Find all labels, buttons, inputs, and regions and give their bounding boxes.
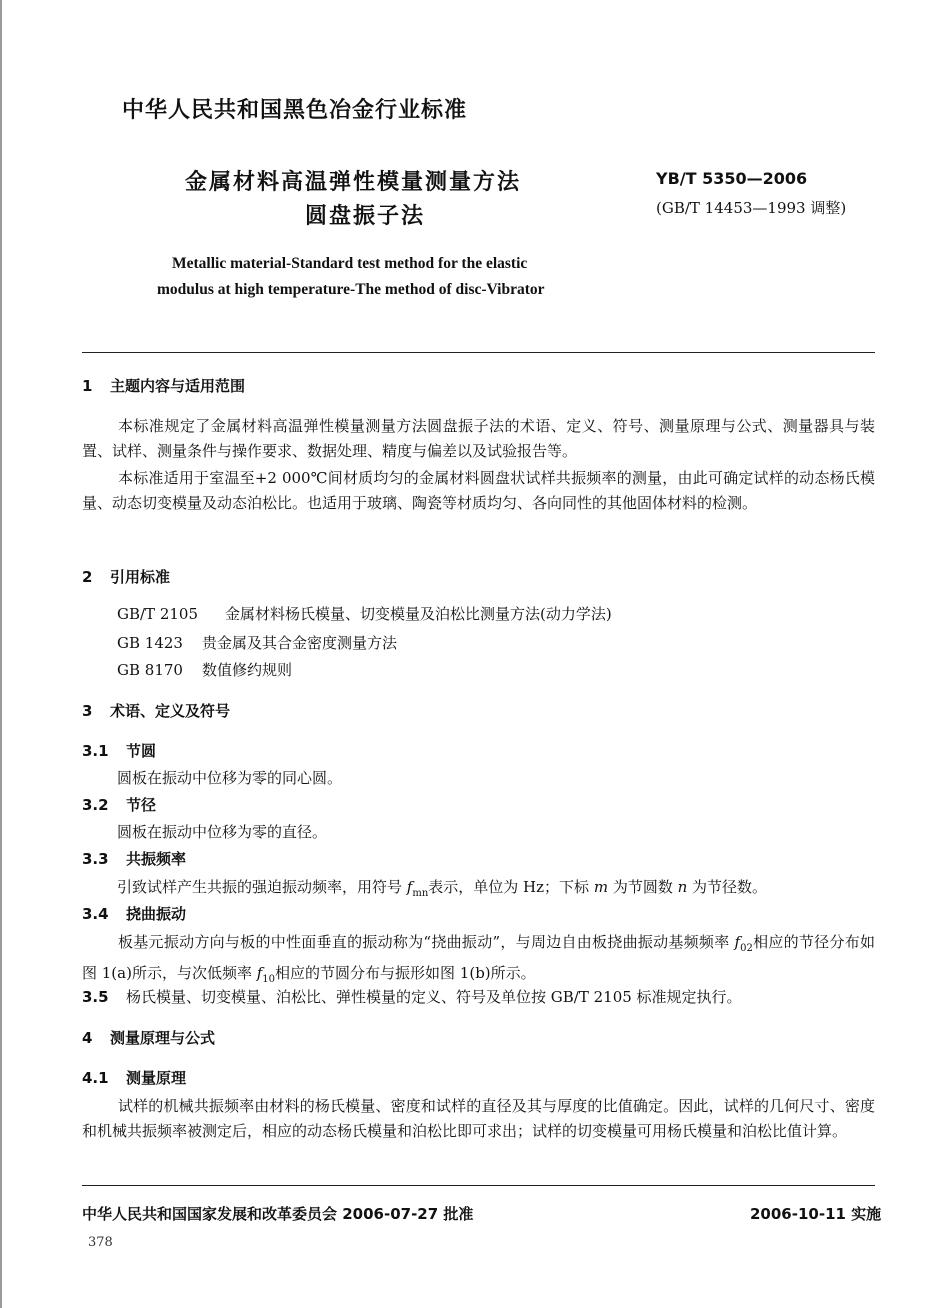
reference-code: GB 1423 (117, 634, 183, 652)
footer-divider (82, 1185, 875, 1186)
english-title-line2: modulus at high temperature-The method of disc-Vibrator (157, 281, 545, 298)
approval-line: 中华人民共和国国家发展和改革委员会 2006-07-27 批准 (82, 1205, 474, 1223)
section-number: 2 (82, 568, 93, 586)
symbol-f: f (406, 878, 413, 896)
subsection-number: 3.1 (82, 742, 109, 760)
subscript-mn: mn (412, 888, 429, 899)
subsection-3-3-heading (82, 848, 186, 869)
subsection-title: 共振频率 (126, 850, 187, 868)
symbol-n: n (677, 878, 688, 896)
section-number: 3 (82, 702, 93, 720)
standard-note: (GB/T 14453—1993 调整) (656, 199, 847, 217)
section-title: 术语、定义及符号 (110, 702, 231, 720)
text-run: 为节圆数 (608, 878, 678, 896)
definition-text: 圆板在振动中位移为零的直径。 (117, 823, 328, 841)
section-1-heading (82, 375, 245, 396)
subsection-title: 节径 (126, 796, 157, 814)
reference-code: GB 8170 (117, 661, 183, 679)
text-run: 相应的节径分布如图 1(a)所示，与次低频率 (82, 933, 875, 982)
section-number: 4 (82, 1029, 93, 1047)
section-number: 1 (82, 377, 93, 395)
subsection-3-2-heading (82, 794, 156, 815)
text-run: 引致试样产生共振的强迫振动频率，用符号 (117, 878, 407, 896)
subsection-title: 挠曲振动 (126, 905, 187, 923)
doc-title-line2: 圆盘振子法 (305, 204, 426, 229)
subscript-10: 10 (262, 974, 276, 985)
section-1-paragraph-1: 本标准规定了金属材料高温弹性模量测量方法圆盘振子法的术语、定义、符号、测量原理与公式、测量器具与装置、试样、测量条件与操作要求、数据处理、精度与偏差以及试验报告等。 (82, 417, 875, 460)
subsection-text: 杨氏模量、切变模量、泊松比、弹性模量的定义、符号及单位按 GB/T 2105 标准规定执行。 (126, 988, 742, 1006)
scan-edge (0, 0, 2, 1308)
symbol-f: f (734, 933, 741, 951)
subsection-3-1-heading (82, 740, 156, 761)
section-4-heading (82, 1027, 215, 1048)
subsection-4-1-heading (82, 1067, 186, 1088)
top-divider (82, 352, 875, 353)
subsection-number: 3.4 (82, 905, 109, 923)
symbol-m: m (593, 878, 609, 896)
reference-title: 贵金属及其合金密度测量方法 (202, 634, 398, 652)
reference-code: GB/T 2105 (117, 605, 199, 623)
industry-standard-header: 中华人民共和国黑色冶金行业标准 (122, 98, 468, 123)
reference-title: 金属材料杨氏模量、切变模量及泊松比测量方法(动力学法) (225, 605, 612, 623)
reference-title: 数值修约规则 (202, 661, 293, 679)
subsection-3-5 (82, 986, 742, 1007)
text-run: 板基元振动方向与板的中性面垂直的振动称为“挠曲振动”，与周边自由板挠曲振动基频频率 (118, 933, 735, 951)
reference-item (117, 632, 397, 653)
standard-number: YB/T 5350—2006 (656, 169, 808, 188)
symbol-f: f (256, 964, 263, 982)
english-title-line1: Metallic material-Standard test method for the elastic (172, 255, 528, 272)
section-3-heading (82, 700, 230, 721)
section-title: 测量原理与公式 (110, 1029, 216, 1047)
subsection-title: 测量原理 (126, 1069, 187, 1087)
text-run: 表示，单位为 Hz；下标 (428, 878, 594, 896)
section-title: 引用标准 (110, 568, 171, 586)
page-number: 378 (88, 1235, 113, 1250)
section-2-heading (82, 566, 170, 587)
section-1-paragraph-2: 本标准适用于室温至+2 000℃间材质均匀的金属材料圆盘状试样共振频率的测量，由此可确定试样的动态杨氏模量、动态切变模量及动态泊松比。也适用于玻璃、陶瓷等材质均匀、各向同性的其他固体材料的检测。 (82, 469, 875, 512)
reference-item (117, 659, 292, 680)
subsection-3-4-heading (82, 903, 186, 924)
subscript-02: 02 (740, 943, 753, 954)
definition-paragraph (82, 930, 875, 992)
section-4-1-paragraph: 试样的机械共振频率由材料的杨氏模量、密度和试样的直径及其与厚度的比值确定。因此，试样的几何尺寸、密度和机械共振频率被测定后，相应的动态杨氏模量和泊松比即可求出；试样的切变模量可用杨氏模量和泊松比值计算。 (82, 1097, 875, 1140)
doc-title-line1: 金属材料高温弹性模量测量方法 (185, 170, 522, 195)
subsection-title: 节圆 (126, 742, 157, 760)
subsection-number: 4.1 (82, 1069, 109, 1087)
subsection-number: 3.3 (82, 850, 109, 868)
text-run: 为节径数。 (687, 878, 768, 896)
text-run: 相应的节圆分布与振形如图 1(b)所示。 (275, 964, 536, 982)
definition-text (117, 876, 767, 899)
subsection-number: 3.5 (82, 988, 109, 1006)
definition-text: 圆板在振动中位移为零的同心圆。 (117, 769, 343, 787)
implementation-date: 2006-10-11 实施 (750, 1205, 882, 1223)
reference-item (117, 603, 612, 624)
subsection-number: 3.2 (82, 796, 109, 814)
section-title: 主题内容与适用范围 (110, 377, 246, 395)
